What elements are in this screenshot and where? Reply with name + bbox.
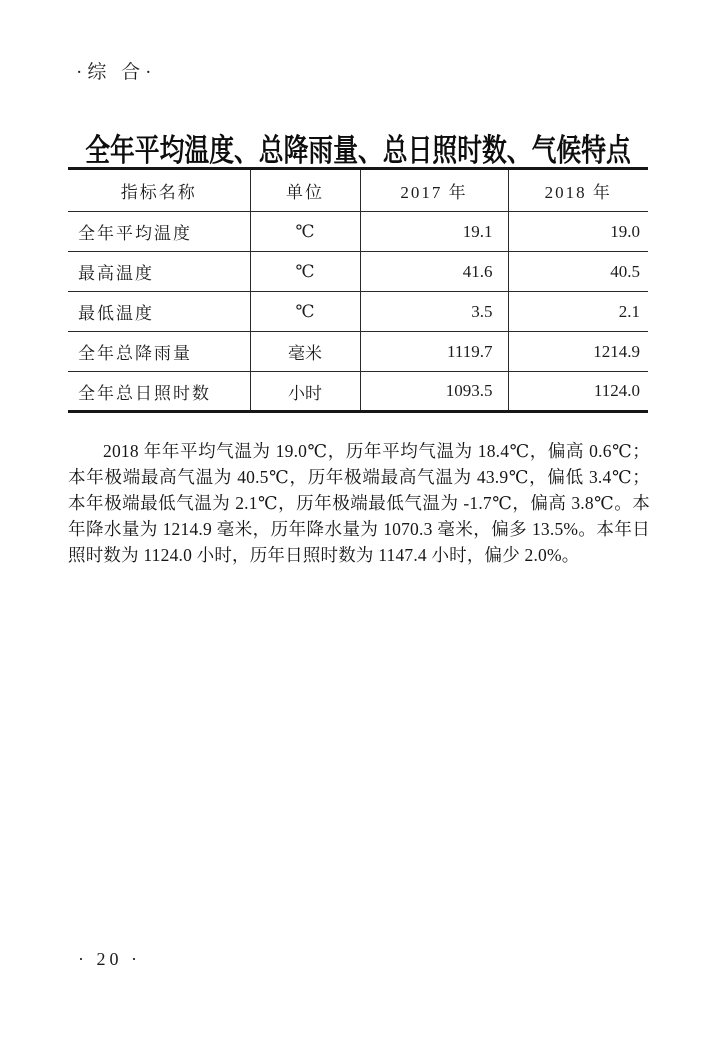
unit-cell: ℃ <box>250 212 360 252</box>
indicator-name-cell: 最低温度 <box>78 304 154 323</box>
unit-cell: ℃ <box>250 292 360 332</box>
unit-cell: 小时 <box>250 372 360 412</box>
value-2018-cell: 1214.9 <box>508 332 648 372</box>
table-row <box>68 212 648 252</box>
page-title: 全年平均温度、总降雨量、总日照时数、气候特点 <box>85 132 631 168</box>
indicator-name-cell: 最高温度 <box>78 264 154 283</box>
page-number: · 20 · <box>78 949 141 969</box>
value-2017-cell: 1119.7 <box>360 332 508 372</box>
indicator-name-cell: 全年总日照时数 <box>78 383 211 403</box>
climate-summary-paragraph: 2018 年年平均气温为 19.0℃，历年平均气温为 18.4℃，偏高 0.6℃；本年极端最高气温为 40.5℃，历年极端最高气温为 43.9℃，偏低 3.4℃；本年极端最低气温为 2.1℃，历年极端最低气温为 -1.7℃，偏高 3.8℃。本年降水量为 1214.9 毫米，历年降水量为 1070.3 毫米，偏多 13.5%。本年日照时数为 1124.0 小时，历年日照时数为 1147.4 小时，偏少 2.0%。 <box>68 440 650 565</box>
table-row <box>68 332 648 372</box>
section-label: ·综 合· <box>76 62 157 83</box>
unit-cell: ℃ <box>250 252 360 292</box>
unit-cell: 毫米 <box>250 332 360 372</box>
column-header-2017: 2017 年 <box>360 169 508 212</box>
table-header-row <box>68 169 648 212</box>
column-header-2018: 2018 年 <box>508 169 648 212</box>
indicator-name-cell: 全年总降雨量 <box>78 344 192 363</box>
value-2017-cell: 41.6 <box>360 252 508 292</box>
value-2018-cell: 19.0 <box>508 212 648 252</box>
value-2017-cell: 1093.5 <box>360 372 508 412</box>
value-2017-cell: 3.5 <box>360 292 508 332</box>
value-2017-cell: 19.1 <box>360 212 508 252</box>
column-header-indicator: 指标名称 <box>120 183 197 202</box>
value-2018-cell: 2.1 <box>508 292 648 332</box>
climate-data-table <box>68 167 648 413</box>
value-2018-cell: 40.5 <box>508 252 648 292</box>
value-2018-cell: 1124.0 <box>508 372 648 412</box>
table-row <box>68 252 648 292</box>
column-header-unit: 单位 <box>250 169 360 212</box>
table-row <box>68 292 648 332</box>
table-row <box>68 372 648 412</box>
indicator-name-cell: 全年平均温度 <box>78 224 192 243</box>
